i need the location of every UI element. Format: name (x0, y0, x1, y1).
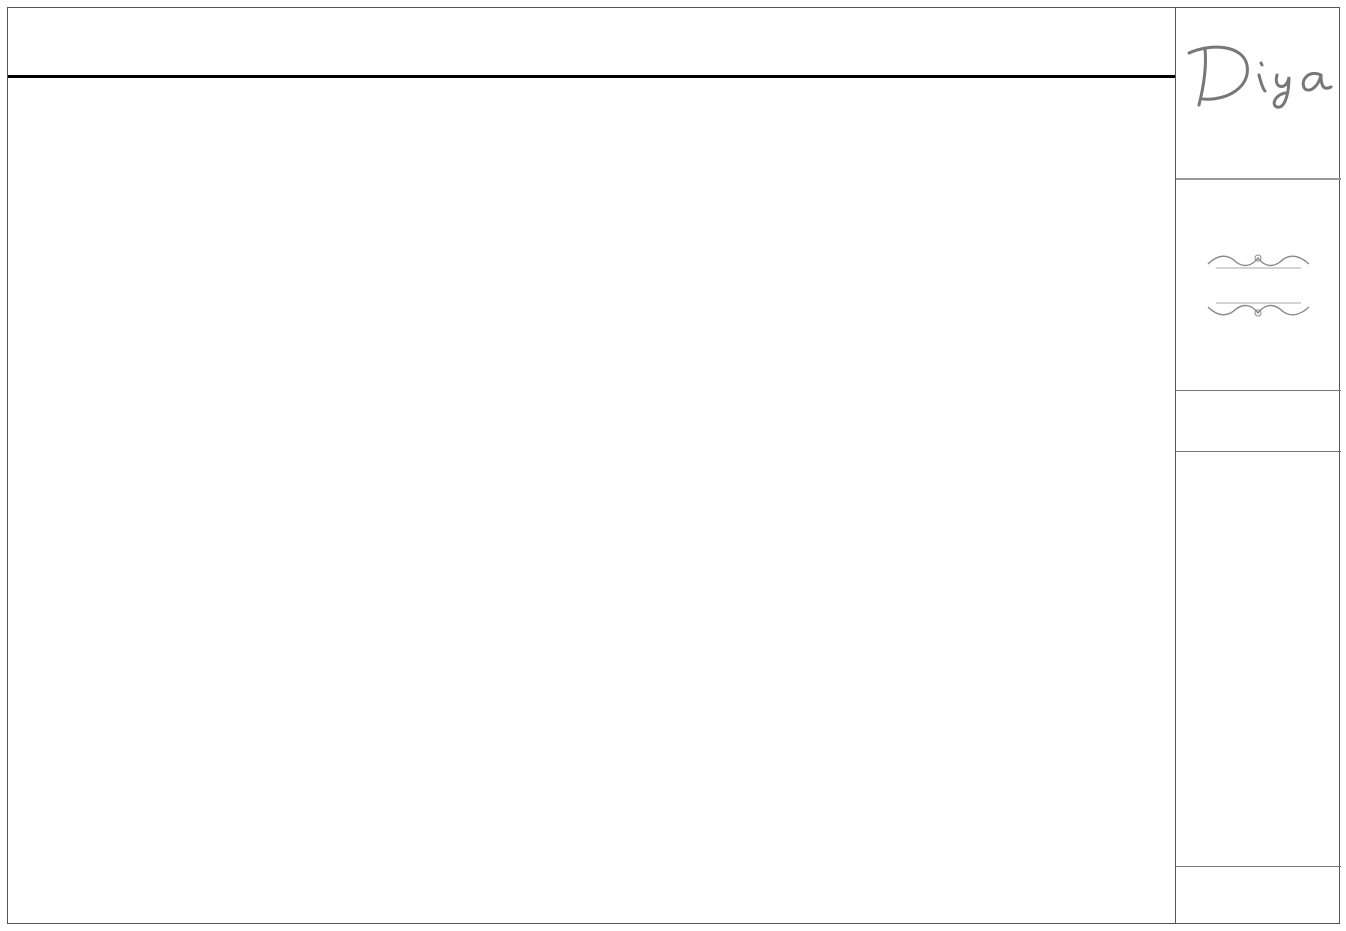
drawing-frame (7, 7, 1340, 924)
divider (1176, 178, 1341, 180)
ornament-top-icon (1206, 252, 1311, 272)
company-logo (1181, 35, 1336, 115)
divider (1176, 390, 1341, 391)
divider (1176, 451, 1341, 452)
drawing-notes (1182, 867, 1340, 870)
ornament-bottom-icon (1206, 299, 1311, 319)
title-block (1175, 7, 1341, 924)
title-rule (8, 75, 1175, 78)
